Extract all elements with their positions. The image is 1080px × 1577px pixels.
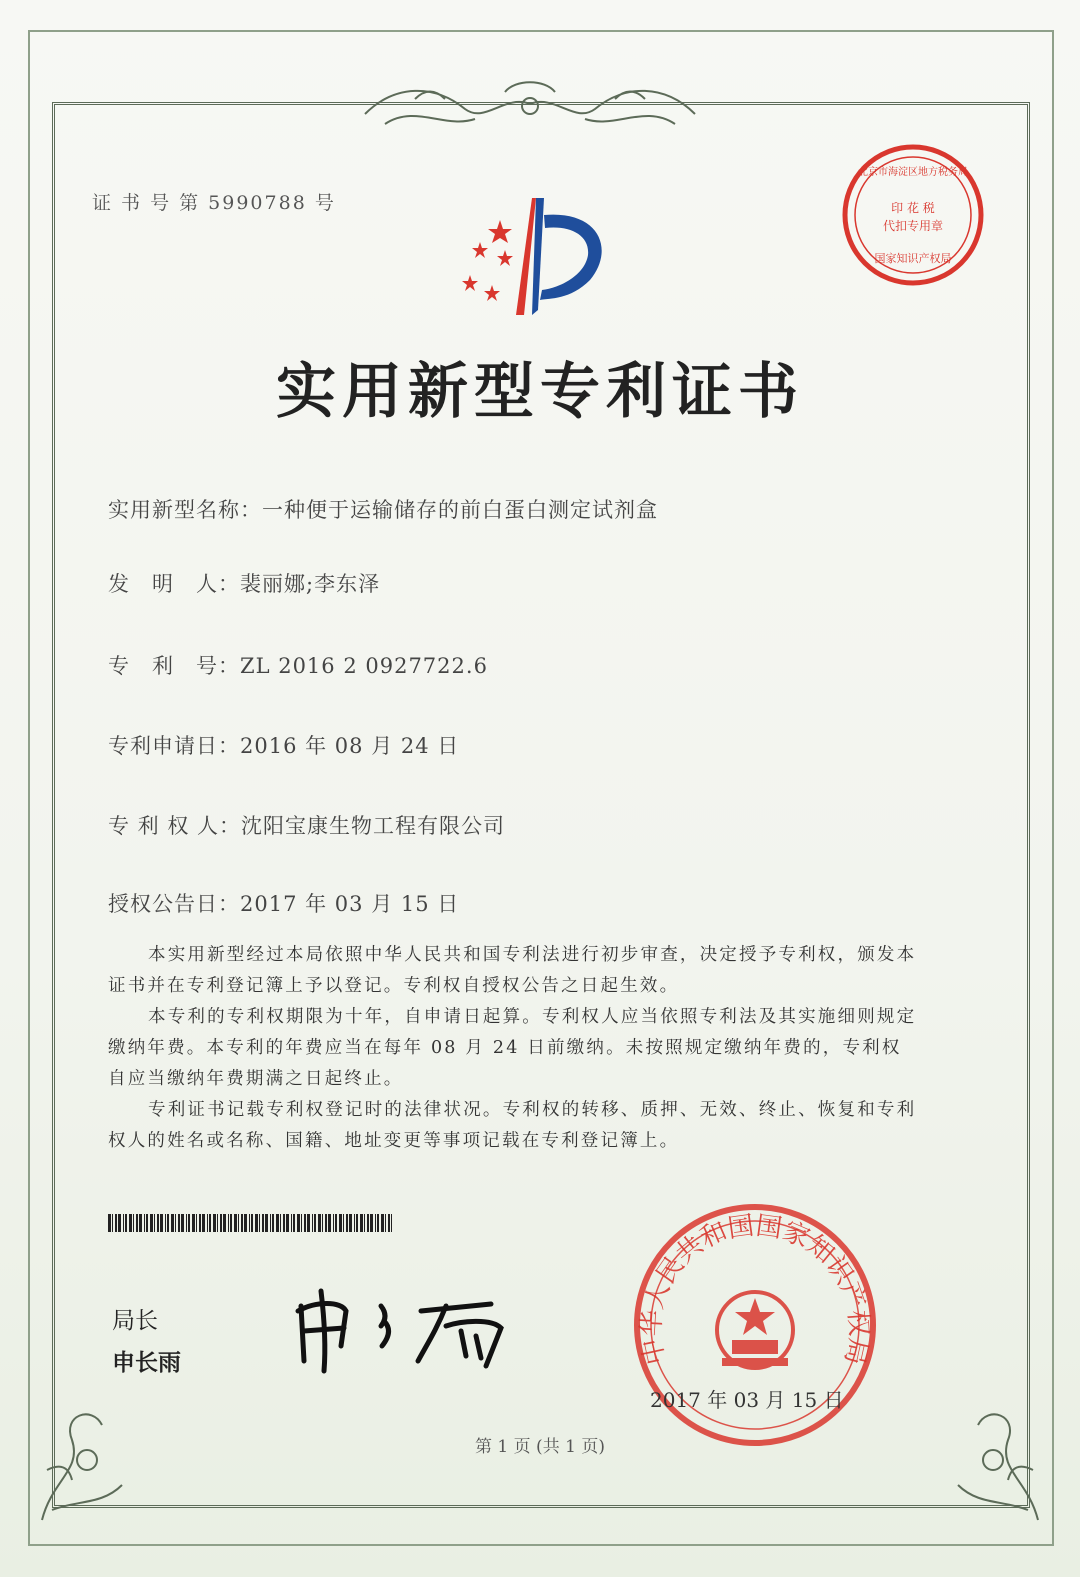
- barcode-bar: [280, 1214, 281, 1232]
- field-value: 2016 年 08 月 24 日: [240, 734, 460, 758]
- field-application-date: [108, 730, 459, 760]
- barcode-bar: [181, 1214, 184, 1232]
- field-grant-date: [108, 888, 459, 918]
- barcode-bar: [167, 1214, 169, 1232]
- barcode-bar: [238, 1214, 239, 1232]
- corner-ornament-left: [32, 1390, 142, 1530]
- barcode-bar: [367, 1214, 369, 1232]
- barcode-bar: [364, 1214, 365, 1232]
- barcode-bar: [146, 1214, 148, 1232]
- barcode-bar: [339, 1214, 342, 1232]
- barcode-bar: [175, 1214, 176, 1232]
- svg-text:中华人民共和国国家知识产权局: 中华人民共和国国家知识产权局: [636, 1210, 874, 1368]
- barcode-bar: [171, 1214, 174, 1232]
- barcode-bar: [249, 1214, 250, 1232]
- body-paragraph: 本专利的专利权期限为十年，自申请日起算。专利权人应当依照专利法及其实施细则规定缴纳年费。本专利的年费应当在每年 08 月 24 日前缴纳。未按照规定缴纳年费的，专利权自应当缴纳年费期满之日起终止。: [108, 1007, 917, 1089]
- field-label: 专 利 权 人：: [108, 814, 242, 838]
- field-inventor: [108, 568, 380, 598]
- barcode: [108, 1214, 392, 1232]
- barcode-bar: [270, 1214, 271, 1232]
- svg-text:印 花 税: 印 花 税: [891, 201, 935, 215]
- barcode-bar: [333, 1214, 334, 1232]
- field-utility-model-name: [108, 494, 658, 524]
- barcode-bar: [276, 1214, 279, 1232]
- barcode-bar: [272, 1214, 274, 1232]
- barcode-bar: [375, 1214, 376, 1232]
- field-label: 授权公告日：: [108, 892, 240, 916]
- barcode-bar: [301, 1214, 302, 1232]
- barcode-bar: [209, 1214, 211, 1232]
- barcode-bar: [325, 1214, 327, 1232]
- barcode-bar: [150, 1214, 153, 1232]
- field-value: 裴丽娜;李东泽: [240, 572, 381, 596]
- top-ornament: [355, 74, 705, 144]
- director-name: 申长雨: [112, 1350, 181, 1376]
- barcode-bar: [293, 1214, 295, 1232]
- barcode-bar: [154, 1214, 155, 1232]
- field-patent-number: [108, 650, 488, 680]
- field-label: 实用新型名称：: [108, 498, 262, 522]
- barcode-bar: [291, 1214, 292, 1232]
- barcode-bar: [312, 1214, 313, 1232]
- barcode-bar: [318, 1214, 321, 1232]
- barcode-bar: [220, 1214, 222, 1232]
- barcode-bar: [346, 1214, 348, 1232]
- field-value: 2017 年 03 月 15 日: [240, 892, 460, 916]
- barcode-bar: [192, 1214, 195, 1232]
- certificate-body: [108, 940, 918, 1157]
- certificate-number: 证 书 号 第 5990788 号: [92, 192, 336, 214]
- barcode-bar: [370, 1214, 373, 1232]
- barcode-bar: [251, 1214, 253, 1232]
- barcode-bar: [381, 1214, 384, 1232]
- barcode-bar: [391, 1214, 392, 1232]
- barcode-bar: [356, 1214, 358, 1232]
- field-patentee: [108, 810, 505, 840]
- page-title: 实用新型专利证书: [276, 357, 804, 427]
- barcode-bar: [328, 1214, 331, 1232]
- barcode-bar: [144, 1214, 145, 1232]
- barcode-bar: [349, 1214, 352, 1232]
- barcode-bar: [136, 1214, 138, 1232]
- barcode-bar: [129, 1214, 132, 1232]
- barcode-bar: [304, 1214, 306, 1232]
- barcode-bar: [255, 1214, 258, 1232]
- barcode-bar: [115, 1214, 117, 1232]
- barcode-bar: [207, 1214, 208, 1232]
- barcode-bar: [360, 1214, 363, 1232]
- svg-text:代扣专用章: 代扣专用章: [882, 219, 944, 233]
- barcode-bar: [118, 1214, 121, 1232]
- svg-text:北京市海淀区地方税务局: 北京市海淀区地方税务局: [858, 167, 968, 178]
- body-paragraph: 专利证书记载专利权登记时的法律状况。专利权的转移、质押、无效、终止、恢复和专利权人的姓名或名称、国籍、地址变更等事项记载在专利登记簿上。: [108, 1100, 917, 1151]
- director-signature: [286, 1276, 536, 1376]
- barcode-bar: [354, 1214, 355, 1232]
- barcode-bar: [157, 1214, 159, 1232]
- barcode-bar: [322, 1214, 323, 1232]
- barcode-bar: [335, 1214, 337, 1232]
- barcode-bar: [265, 1214, 268, 1232]
- barcode-bar: [165, 1214, 166, 1232]
- field-value: ZL 2016 2 0927722.6: [240, 654, 488, 678]
- barcode-bar: [388, 1214, 390, 1232]
- barcode-bar: [259, 1214, 260, 1232]
- barcode-bar: [188, 1214, 190, 1232]
- barcode-bar: [314, 1214, 316, 1232]
- barcode-bar: [230, 1214, 232, 1232]
- barcode-bar: [244, 1214, 247, 1232]
- barcode-bar: [228, 1214, 229, 1232]
- barcode-bar: [307, 1214, 310, 1232]
- barcode-bar: [286, 1214, 289, 1232]
- field-label: 专利申请日：: [108, 734, 240, 758]
- corner-ornament-right: [938, 1390, 1048, 1530]
- issue-date: 2017 年 03 月 15 日: [650, 1388, 844, 1412]
- barcode-bar: [112, 1214, 113, 1232]
- field-label: 专 利 号：: [108, 654, 240, 678]
- page-indicator: 第 1 页 (共 1 页): [475, 1437, 605, 1457]
- barcode-bar: [262, 1214, 264, 1232]
- barcode-bar: [139, 1214, 142, 1232]
- barcode-bar: [213, 1214, 216, 1232]
- barcode-bar: [108, 1214, 111, 1232]
- barcode-bar: [125, 1214, 127, 1232]
- barcode-bar: [385, 1214, 386, 1232]
- barcode-bar: [178, 1214, 180, 1232]
- barcode-bar: [199, 1214, 201, 1232]
- barcode-bar: [241, 1214, 243, 1232]
- barcode-bar: [223, 1214, 226, 1232]
- barcode-bar: [297, 1214, 300, 1232]
- field-value: 一种便于运输储存的前白蛋白测定试剂盒: [262, 498, 658, 522]
- svg-text:国家知识产权局: 国家知识产权局: [874, 252, 952, 265]
- barcode-bar: [217, 1214, 218, 1232]
- cnipa-logo-icon: [450, 180, 620, 330]
- barcode-bar: [343, 1214, 344, 1232]
- barcode-bar: [160, 1214, 163, 1232]
- body-paragraph: 本实用新型经过本局依照中华人民共和国专利法进行初步审查，决定授予专利权，颁发本证书并在专利登记簿上予以登记。专利权自授权公告之日起生效。: [108, 945, 917, 996]
- director-title: 局长: [112, 1308, 158, 1334]
- barcode-bar: [234, 1214, 237, 1232]
- barcode-bar: [377, 1214, 379, 1232]
- barcode-bar: [133, 1214, 134, 1232]
- tax-stamp-seal: [838, 140, 988, 290]
- barcode-bar: [123, 1214, 124, 1232]
- field-value: 沈阳宝康生物工程有限公司: [241, 814, 506, 838]
- field-label: 发 明 人：: [108, 572, 240, 596]
- barcode-bar: [283, 1214, 285, 1232]
- barcode-bar: [186, 1214, 187, 1232]
- barcode-bar: [196, 1214, 197, 1232]
- barcode-bar: [202, 1214, 205, 1232]
